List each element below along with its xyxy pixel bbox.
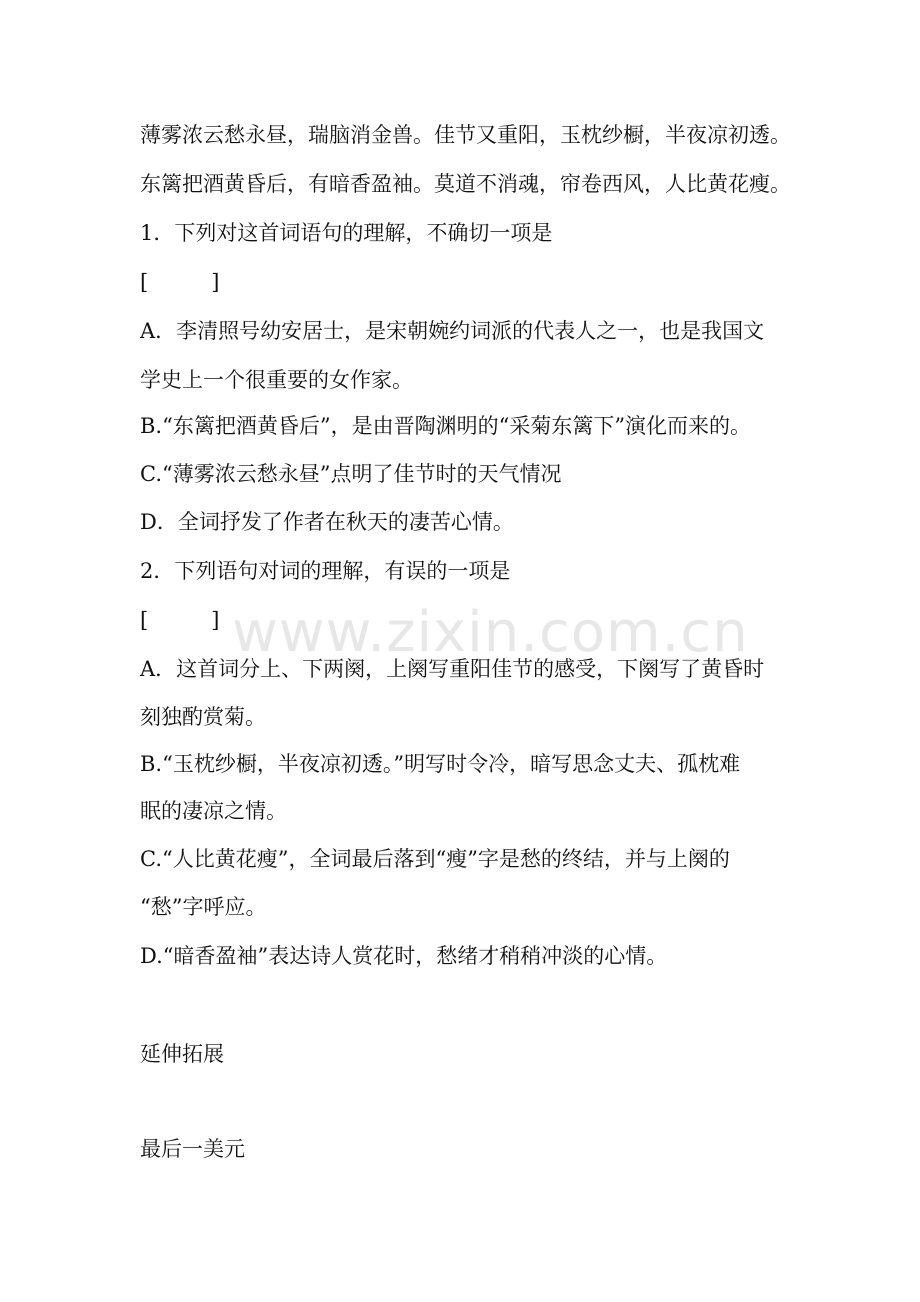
question-1-stem: 1．下列对这首词语句的理解，不确切一项是	[140, 221, 553, 245]
question-2-option-c-cont: “愁”字呼应。	[140, 895, 267, 919]
question-2-option-d: D.“暗香盈袖”表达诗人赏花时，愁绪才稍稍冲淡的心情。	[140, 944, 668, 968]
question-2-option-a: A．这首词分上、下两阕，上阕写重阳佳节的感受，下阕写了黄昏时	[140, 657, 765, 681]
poem-line-2: 东篱把酒黄昏后，有暗香盈袖。莫道不消魂，帘卷西风，人比黄花瘦。	[140, 172, 791, 196]
poem-line-1: 薄雾浓云愁永昼，瑞脑消金兽。佳节又重阳，玉枕纱橱，半夜凉初透。	[140, 123, 791, 147]
question-1-option-a-cont: 学史上一个很重要的女作家。	[140, 368, 413, 392]
question-1-option-c: C.“薄雾浓云愁永昼”点明了佳节时的天气情况	[140, 462, 562, 486]
question-2-option-b: B.“玉枕纱橱，半夜凉初透。”明写时令冷，暗写思念丈夫、孤枕难	[140, 752, 741, 776]
question-1-option-d: D．全词抒发了作者在秋天的凄苦心情。	[140, 510, 514, 534]
question-1-answer-bracket: [ ]	[140, 270, 220, 294]
section-heading: 延伸拓展	[140, 1042, 224, 1066]
watermark: www.zixin.com.cn	[232, 600, 749, 665]
question-1-option-a: A．李清照号幼安居士，是宋朝婉约词派的代表人之一，也是我国文	[140, 319, 765, 343]
question-2-answer-bracket: [ ]	[140, 608, 220, 632]
question-2-option-c: C.“人比黄花瘦”，全词最后落到“瘦”字是愁的终结，并与上阕的	[140, 847, 730, 871]
subsection-heading: 最后一美元	[140, 1137, 245, 1161]
question-1-option-b: B.“东篱把酒黄昏后”，是由晋陶渊明的“采菊东篱下”演化而来的。	[140, 414, 752, 438]
question-2-stem: 2．下列语句对词的理解，有误的一项是	[140, 559, 511, 583]
question-2-option-b-cont: 眠的凄凉之情。	[140, 799, 287, 823]
question-2-option-a-cont: 刻独酌赏菊。	[140, 705, 266, 729]
